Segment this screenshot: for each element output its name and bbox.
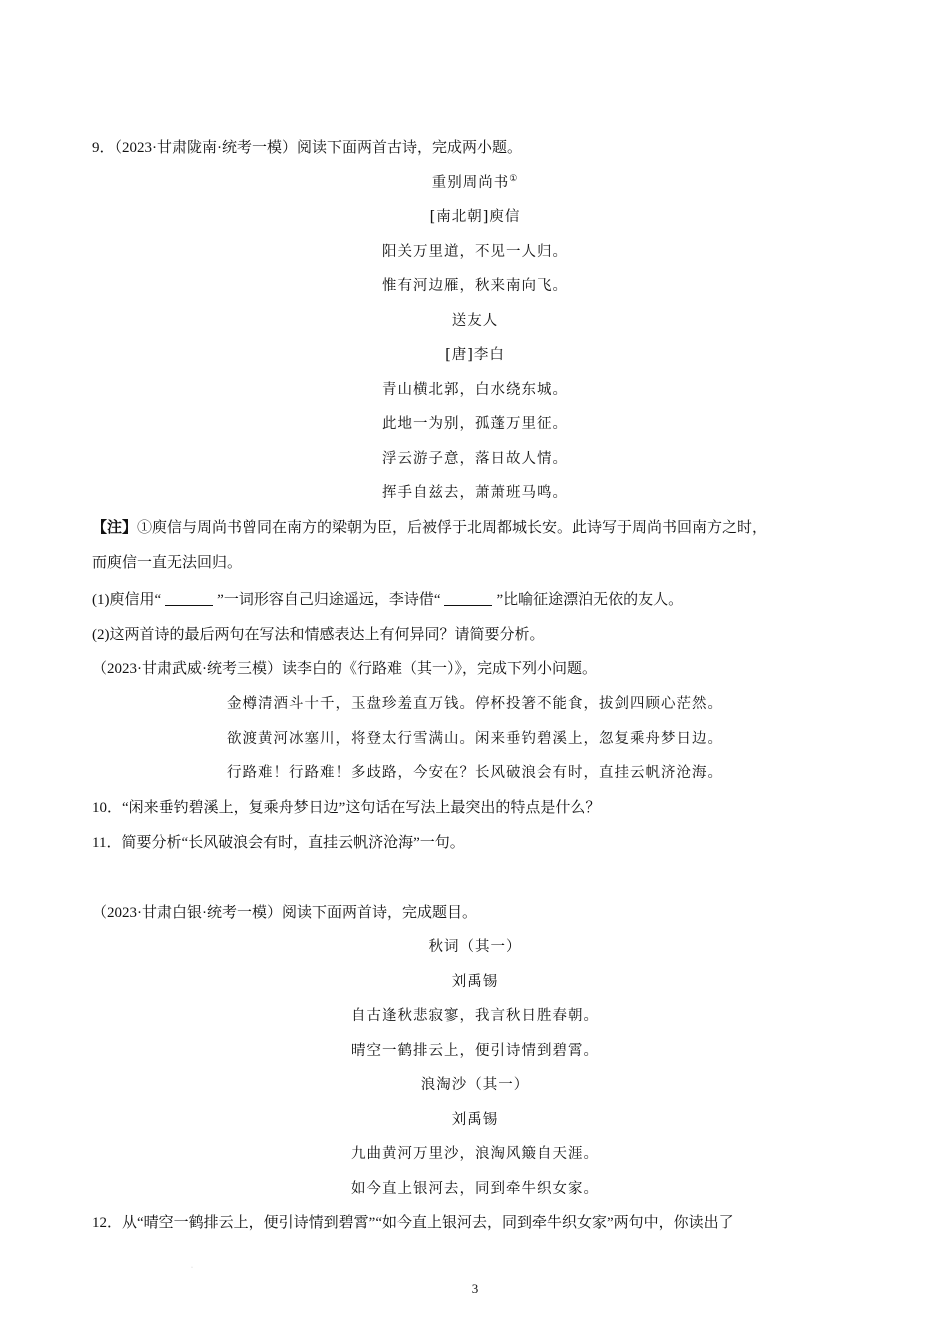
question-12: 12．从“晴空一鹤排云上，便引诗情到碧霄”“如今直上银河去，同到牵牛织女家”两句中，你读出了 — [92, 1215, 734, 1231]
answer-blank-2[interactable] — [444, 591, 492, 606]
page-number: 3 — [471, 1281, 479, 1296]
poem-line: 如今直上银河去，同到牵牛织女家。 — [351, 1181, 599, 1197]
poem-line: 行路难！行路难！多歧路，今安在？长风破浪会有时，直挂云帆济沧海。 — [227, 765, 723, 781]
q12-intro: （2023·甘肃白银·统考一模）阅读下面两首诗，完成题目。 — [92, 905, 477, 921]
poem-line: 九曲黄河万里沙，浪淘风簸自天涯。 — [351, 1146, 599, 1162]
poem-line: 青山横北郭，白水绕东城。 — [382, 382, 568, 398]
footnote-mark: ① — [509, 174, 519, 184]
sub1-text-a: (1)庾信用“ — [92, 592, 162, 608]
question-11: 11．简要分析“长风破浪会有时，直挂云帆济沧海”一句。 — [92, 835, 465, 851]
poem-author: 刘禹锡 — [451, 974, 499, 990]
poem-line: 惟有河边雁，秋来南向飞。 — [382, 278, 568, 294]
note-label: 【注】 — [92, 520, 138, 536]
poem-line: 欲渡黄河冰塞川，将登太行雪满山。闲来垂钓碧溪上，忽复乘舟梦日边。 — [227, 731, 723, 747]
poem-line: 金樽清酒斗十千，玉盘珍羞直万钱。停杯投箸不能食，拔剑四顾心茫然。 — [227, 696, 723, 712]
poem-title: 浪淘沙（其一） — [420, 1077, 530, 1093]
answer-blank-1[interactable] — [165, 591, 213, 606]
poem-line: 自古逢秋悲寂寥，我言秋日胜春朝。 — [351, 1008, 599, 1024]
poem-title: 送友人 — [451, 313, 499, 329]
scan-dot: · — [191, 1265, 193, 1271]
poem-author: [唐]李白 — [445, 347, 505, 363]
poem-title — [0, 173, 950, 193]
poem-line: 挥手自兹去，萧萧班马鸣。 — [382, 485, 568, 501]
poem-line: 此地一为别，孤蓬万里征。 — [382, 416, 568, 432]
q9-intro: 9．（2023·甘肃陇南·统考一模）阅读下面两首古诗，完成两小题。 — [92, 140, 522, 156]
poem-title: 秋词（其一） — [428, 939, 522, 955]
poem-author: [南北朝]庾信 — [429, 209, 521, 225]
poem-line: 浮云游子意，落日故人情。 — [382, 451, 568, 467]
note-text: ①庾信与周尚书曾同在南方的梁朝为臣，后被俘于北周都城长安。此诗写于周尚书回南方之时， — [137, 520, 768, 536]
q10-11-intro: （2023·甘肃武威·统考三模）读李白的《行路难（其一）》，完成下列小问题。 — [92, 661, 597, 677]
poem-title-text: 重别周尚书 — [431, 175, 510, 191]
footnote-line: 而庾信一直无法回归。 — [92, 555, 243, 571]
poem-author: 刘禹锡 — [451, 1112, 499, 1128]
question-10: 10．“闲来垂钓碧溪上，复乘舟梦日边”这句话在写法上最突出的特点是什么？ — [92, 800, 601, 816]
poem-line: 阳关万里道，不见一人归。 — [382, 244, 568, 260]
poem-line: 晴空一鹤排云上，便引诗情到碧霄。 — [351, 1043, 599, 1059]
sub1-text-c: ”比喻征途漂泊无依的友人。 — [496, 592, 684, 608]
sub-question-2: (2)这两首诗的最后两句在写法和情感表达上有何异同？请简要分析。 — [92, 627, 545, 643]
sub-question-1 — [0, 590, 950, 610]
footnote-line — [0, 518, 950, 538]
sub1-text-b: ”一词形容自己归途遥远，李诗借“ — [217, 592, 441, 608]
